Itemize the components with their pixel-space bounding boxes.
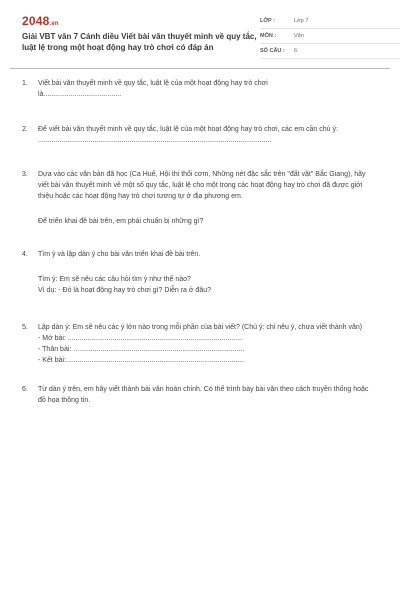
meta-row-count xyxy=(260,44,400,59)
answer-line: ........................................................................................................................ xyxy=(38,137,272,144)
question-body xyxy=(38,124,390,146)
question-subtext: Tìm ý: Em sẽ nêu các câu hỏi tìm ý như thế nào? xyxy=(38,276,191,283)
question-text: Để viết bài văn thuyết minh về quy tắc, luật lệ của một hoạt động hay trò chơi, các em cần chú ý: xyxy=(38,126,338,133)
question-body xyxy=(38,169,390,227)
meta-table xyxy=(260,14,400,59)
answer-line: là........................................ xyxy=(38,91,122,98)
question-subtext: Để triển khai đề bài trên, em phải chuẩn bị những gì? xyxy=(38,218,204,225)
question-number: 4. xyxy=(22,251,28,258)
question-text: Tìm ý và lập dàn ý cho bài văn triển khai đề bài trên. xyxy=(38,251,201,258)
meta-row-grade xyxy=(260,14,400,29)
question-number: 6. xyxy=(22,386,28,393)
logo-sub: .vn xyxy=(49,21,59,27)
question-number: 1. xyxy=(22,80,28,87)
meta-value: 6 xyxy=(294,48,298,54)
question-body xyxy=(38,249,390,296)
question-number: 5. xyxy=(22,324,28,331)
site-logo[interactable] xyxy=(22,14,59,28)
question-example: Ví dụ: - Đó là hoạt động hay trò chơi gì? Diễn ra ở đâu? xyxy=(38,287,212,294)
worksheet-header xyxy=(10,0,390,64)
meta-row-subject xyxy=(260,29,400,44)
header-divider xyxy=(10,68,390,69)
answer-line-conclusion: - Kết bài:............................................................................................ xyxy=(38,357,245,364)
question-body xyxy=(38,384,390,406)
question-2 xyxy=(10,124,390,146)
meta-value: Văn xyxy=(294,33,304,39)
answer-line-intro: - Mở bài: .......................................................................................... xyxy=(38,335,243,342)
question-number: 2. xyxy=(22,126,28,133)
logo-main: 2048 xyxy=(22,14,50,28)
question-list xyxy=(10,78,390,406)
question-3 xyxy=(10,169,390,227)
question-4 xyxy=(10,249,390,296)
question-body xyxy=(38,78,390,100)
question-body xyxy=(38,322,390,366)
question-number: 3. xyxy=(22,171,28,178)
question-text: Lập dàn ý: Em sẽ nêu các ý lớn nào trong mỗi phần của bài viết? (Chú ý: chỉ nêu ý, chưa viết thành văn) xyxy=(38,324,363,331)
question-6 xyxy=(10,384,390,406)
document-title: Giải VBT văn 7 Cánh diều Viết bài văn thuyết minh về quy tắc, luật lệ trong một hoạt động hay trò chơi có đáp án xyxy=(22,32,257,52)
question-1 xyxy=(10,78,390,100)
question-5 xyxy=(10,322,390,366)
answer-line-body: - Thân bài: ........................................................................................ xyxy=(38,346,245,353)
meta-value: Lớp 7 xyxy=(294,18,309,24)
meta-label: LỚP : xyxy=(260,18,275,24)
meta-label: SỐ CÂU : xyxy=(260,48,285,54)
question-text: Dựa vào các văn bản đã học (Ca Huế, Hội thi thổi cơm, Những nét đặc sắc trên "đất vật" Bắc Giang), hãy viết bài văn thuyết minh về một số quy tắc, luật lệ cho một trong các hoạt động hay trò chơi đã được giới thiệu hoặc các hoạt động hay trò chơi tương tự ở địa phương em. xyxy=(38,171,366,200)
meta-label: MÔN : xyxy=(260,33,277,39)
question-text: Từ dàn ý trên, em hãy viết thành bài văn hoàn chỉnh. Có thể trình bày bài văn theo cách truyền thống hoặc đồ họa thông tin. xyxy=(38,386,369,404)
question-text: Viết bài văn thuyết minh về quy tắc, luật lệ của một hoạt động hay trò chơi xyxy=(38,80,268,87)
